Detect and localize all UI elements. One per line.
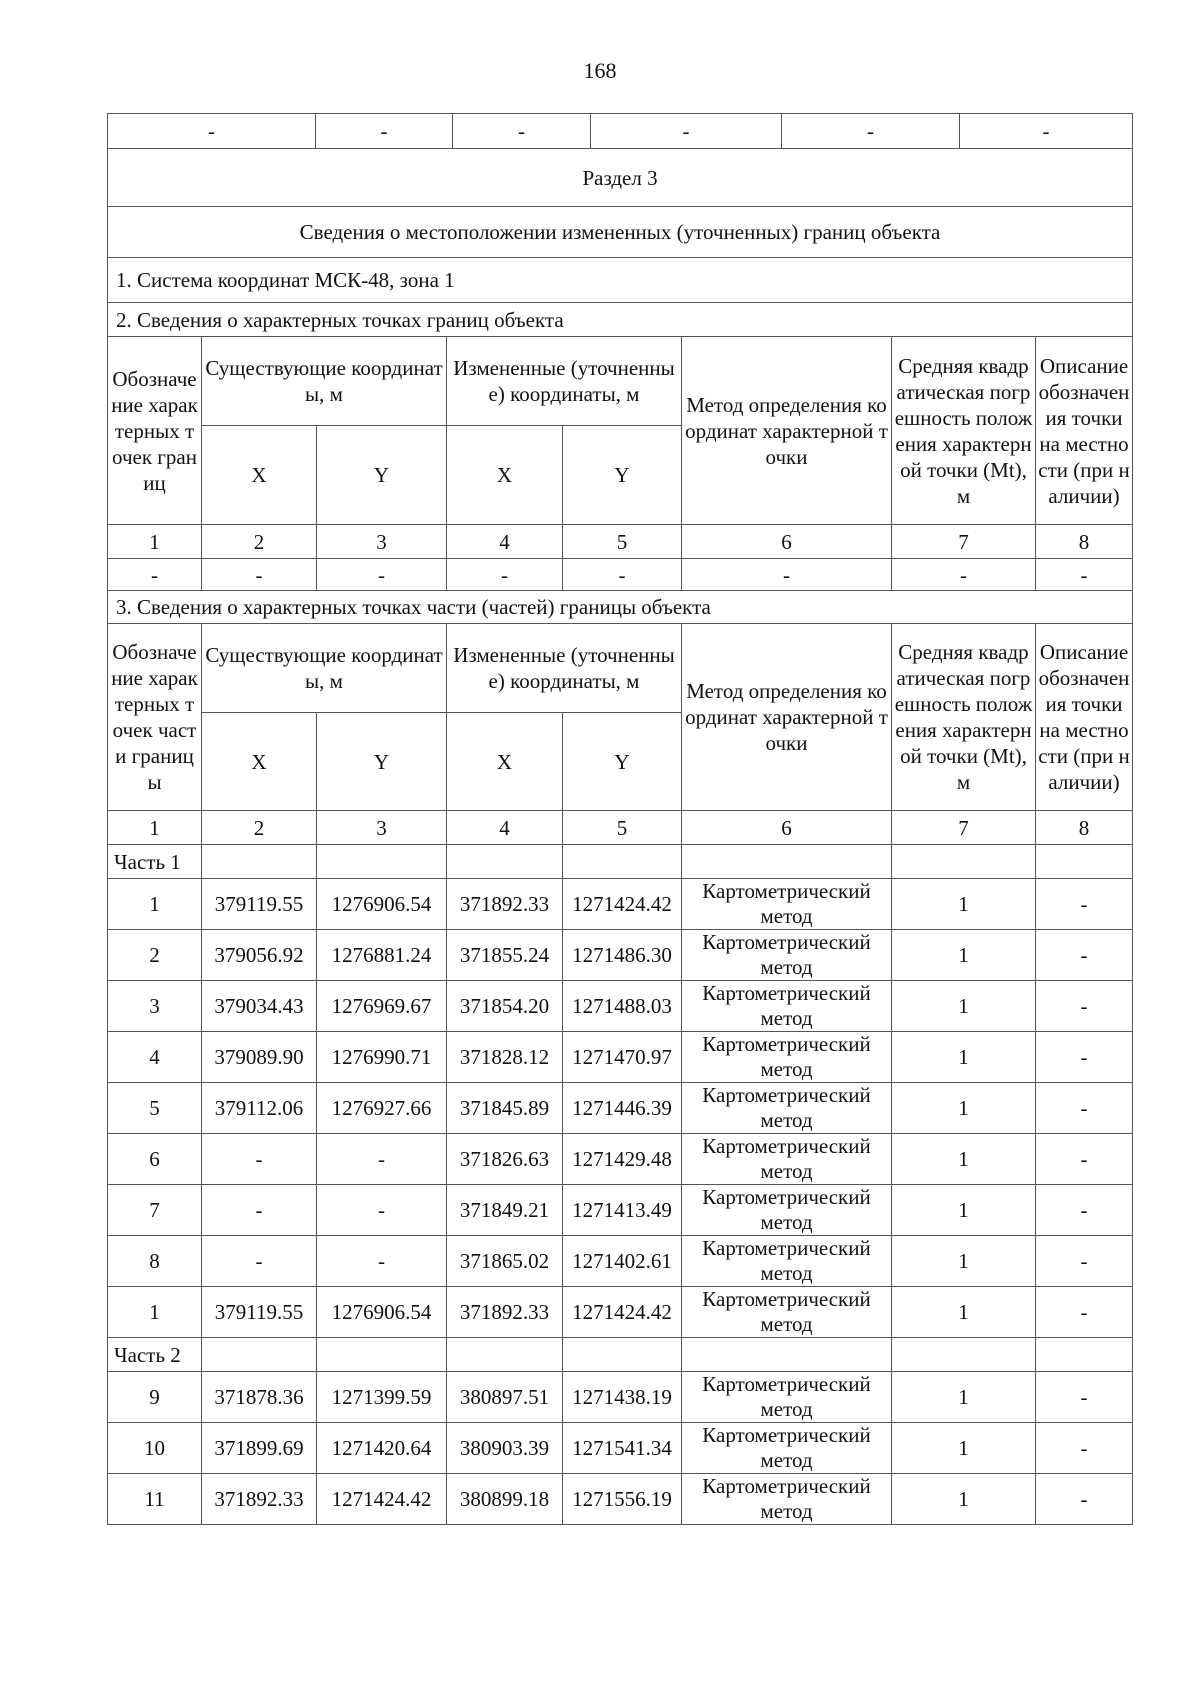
column-number-row (108, 525, 1133, 559)
header-changed-x: X (447, 426, 563, 525)
cell-changed-x: 371865.02 (447, 1236, 563, 1287)
header-changed-coords: Измененные (уточненные) координаты, м (447, 337, 682, 426)
col-number: 8 (1036, 811, 1133, 845)
cell-changed-x: 371828.12 (447, 1032, 563, 1083)
part1-rows (108, 879, 1133, 1338)
section-subtitle: Сведения о местоположении измененных (уточненных) границ объекта (108, 207, 1133, 258)
cell-changed-x: 371892.33 (447, 1287, 563, 1338)
header-changed-coords: Измененные (уточненные) координаты, м (447, 624, 682, 713)
header-existing-y: Y (317, 713, 447, 811)
cell-changed-y: 1271424.42 (563, 879, 682, 930)
cell-existing-y: - (317, 1134, 447, 1185)
dash-cell: - (563, 559, 682, 591)
header-method: Метод определения координат характерной точки (682, 337, 892, 525)
cell-existing-x: - (202, 1134, 317, 1185)
header-description: Описание обозначения точки на местности (при наличии) (1036, 624, 1133, 811)
part2-rows (108, 1372, 1133, 1525)
cell-point-id: 1 (108, 1287, 202, 1338)
top-dash-row (108, 114, 1133, 149)
table-row (108, 1287, 1133, 1338)
table-row (108, 1474, 1133, 1525)
col-number: 2 (202, 525, 317, 559)
cell-point-id: 5 (108, 1083, 202, 1134)
part3-title: 3. Сведения о характерных точках части (частей) границы объекта (108, 591, 1133, 624)
cell-existing-x: - (202, 1236, 317, 1287)
cell-accuracy: 1 (892, 1287, 1036, 1338)
cell-existing-x: 379119.55 (202, 879, 317, 930)
cell-method: Картометрический метод (682, 1032, 892, 1083)
cell-description: - (1036, 1083, 1133, 1134)
cell-existing-x: 371878.36 (202, 1372, 317, 1423)
cell-method: Картометрический метод (682, 930, 892, 981)
cell-changed-y: 1271470.97 (563, 1032, 682, 1083)
dash-cell: - (447, 559, 563, 591)
cell-changed-x: 380899.18 (447, 1474, 563, 1525)
cell-accuracy: 1 (892, 1474, 1036, 1525)
header-changed-y: Y (563, 713, 682, 811)
cell-existing-y: 1276927.66 (317, 1083, 447, 1134)
cell-existing-y: 1276990.71 (317, 1032, 447, 1083)
table-row (108, 1185, 1133, 1236)
part1-label: Часть 1 (108, 845, 202, 879)
cell-description: - (1036, 1134, 1133, 1185)
cell-existing-x: 379034.43 (202, 981, 317, 1032)
cell-method: Картометрический метод (682, 1423, 892, 1474)
header-existing-x: X (202, 426, 317, 525)
cell-point-id: 7 (108, 1185, 202, 1236)
part2-title: 2. Сведения о характерных точках границ объекта (108, 303, 1133, 337)
cell-point-id: 1 (108, 879, 202, 930)
col-number: 3 (317, 525, 447, 559)
coord-system-line: 1. Система координат МСК-48, зона 1 (108, 258, 1133, 303)
header-description: Описание обозначения точки на местности (при наличии) (1036, 337, 1133, 525)
cell-changed-x: 371849.21 (447, 1185, 563, 1236)
col-number: 2 (202, 811, 317, 845)
cell-changed-y: 1271438.19 (563, 1372, 682, 1423)
cell-existing-y: 1271424.42 (317, 1474, 447, 1525)
cell-description: - (1036, 1185, 1133, 1236)
col-number: 3 (317, 811, 447, 845)
cell-existing-x: 379089.90 (202, 1032, 317, 1083)
cell-description: - (1036, 1236, 1133, 1287)
cell-point-id: 10 (108, 1423, 202, 1474)
cell-description: - (1036, 1372, 1133, 1423)
cell-accuracy: 1 (892, 1185, 1036, 1236)
cell-method: Картометрический метод (682, 1474, 892, 1525)
cell-accuracy: 1 (892, 981, 1036, 1032)
cell-changed-x: 371826.63 (447, 1134, 563, 1185)
col-number: 4 (447, 811, 563, 845)
cell-existing-y: 1271399.59 (317, 1372, 447, 1423)
header-existing-x: X (202, 713, 317, 811)
cell-point-id: 8 (108, 1236, 202, 1287)
cell-existing-y: - (317, 1236, 447, 1287)
cell-changed-y: 1271486.30 (563, 930, 682, 981)
col-number: 6 (682, 525, 892, 559)
top-dash-cell: - (591, 114, 782, 149)
header-point-designation: Обозначение характерных точек границ (108, 337, 202, 525)
header-existing-y: Y (317, 426, 447, 525)
cell-changed-y: 1271424.42 (563, 1287, 682, 1338)
empty-dash-row (108, 559, 1133, 591)
cell-accuracy: 1 (892, 930, 1036, 981)
cell-method: Картометрический метод (682, 1083, 892, 1134)
document-table-wrapper (107, 113, 1132, 1525)
top-dash-cell: - (316, 114, 453, 149)
cell-existing-y: 1276881.24 (317, 930, 447, 981)
cell-description: - (1036, 879, 1133, 930)
cell-point-id: 9 (108, 1372, 202, 1423)
cell-existing-x: 371892.33 (202, 1474, 317, 1525)
top-dash-cell: - (782, 114, 960, 149)
table-row (108, 981, 1133, 1032)
header-changed-y: Y (563, 426, 682, 525)
dash-cell: - (108, 559, 202, 591)
part-label-row (108, 1338, 1133, 1372)
top-dash-table (107, 113, 1133, 149)
cell-method: Картометрический метод (682, 981, 892, 1032)
cell-method: Картометрический метод (682, 1372, 892, 1423)
col-number: 1 (108, 525, 202, 559)
table-row (108, 1032, 1133, 1083)
cell-method: Картометрический метод (682, 879, 892, 930)
cell-method: Картометрический метод (682, 1134, 892, 1185)
main-table (107, 148, 1133, 1525)
cell-method: Картометрический метод (682, 1287, 892, 1338)
cell-point-id: 4 (108, 1032, 202, 1083)
cell-accuracy: 1 (892, 1423, 1036, 1474)
cell-description: - (1036, 1287, 1133, 1338)
header-method: Метод определения координат характерной точки (682, 624, 892, 811)
col-number: 7 (892, 525, 1036, 559)
cell-description: - (1036, 1474, 1133, 1525)
table-row (108, 1083, 1133, 1134)
page-number: 168 (583, 58, 617, 83)
cell-existing-y: 1276969.67 (317, 981, 447, 1032)
header-accuracy: Средняя квадратическая погрешность положения характерной точки (Mt), м (892, 624, 1036, 811)
cell-method: Картометрический метод (682, 1236, 892, 1287)
table-row (108, 1372, 1133, 1423)
cell-accuracy: 1 (892, 1134, 1036, 1185)
cell-changed-x: 380903.39 (447, 1423, 563, 1474)
cell-changed-y: 1271488.03 (563, 981, 682, 1032)
cell-existing-x: 379112.06 (202, 1083, 317, 1134)
top-dash-cell: - (453, 114, 591, 149)
cell-point-id: 6 (108, 1134, 202, 1185)
cell-point-id: 11 (108, 1474, 202, 1525)
cell-existing-y: 1271420.64 (317, 1423, 447, 1474)
col-number: 5 (563, 811, 682, 845)
cell-point-id: 2 (108, 930, 202, 981)
cell-existing-x: 379056.92 (202, 930, 317, 981)
col-number: 1 (108, 811, 202, 845)
cell-changed-x: 371845.89 (447, 1083, 563, 1134)
section-title: Раздел 3 (108, 149, 1133, 207)
cell-changed-x: 371855.24 (447, 930, 563, 981)
dash-cell: - (892, 559, 1036, 591)
cell-description: - (1036, 1423, 1133, 1474)
header-existing-coords: Существующие координаты, м (202, 337, 447, 426)
part-label-row (108, 845, 1133, 879)
dash-cell: - (682, 559, 892, 591)
col-number: 5 (563, 525, 682, 559)
cell-existing-x: 379119.55 (202, 1287, 317, 1338)
cell-changed-x: 371892.33 (447, 879, 563, 930)
column-number-row (108, 811, 1133, 845)
cell-accuracy: 1 (892, 879, 1036, 930)
cell-existing-y: 1276906.54 (317, 879, 447, 930)
table-row (108, 879, 1133, 930)
cell-point-id: 3 (108, 981, 202, 1032)
cell-changed-y: 1271541.34 (563, 1423, 682, 1474)
header-accuracy: Средняя квадратическая погрешность положения характерной точки (Mt), м (892, 337, 1036, 525)
header-changed-x: X (447, 713, 563, 811)
cell-changed-y: 1271556.19 (563, 1474, 682, 1525)
dash-cell: - (1036, 559, 1133, 591)
cell-existing-y: 1276906.54 (317, 1287, 447, 1338)
cell-description: - (1036, 981, 1133, 1032)
cell-changed-y: 1271446.39 (563, 1083, 682, 1134)
top-dash-cell: - (108, 114, 316, 149)
dash-cell: - (317, 559, 447, 591)
cell-changed-x: 380897.51 (447, 1372, 563, 1423)
cell-existing-y: - (317, 1185, 447, 1236)
cell-description: - (1036, 930, 1133, 981)
cell-changed-y: 1271413.49 (563, 1185, 682, 1236)
cell-accuracy: 1 (892, 1083, 1036, 1134)
cell-accuracy: 1 (892, 1372, 1036, 1423)
cell-changed-y: 1271402.61 (563, 1236, 682, 1287)
table-row (108, 1423, 1133, 1474)
table-row (108, 930, 1133, 981)
cell-existing-x: - (202, 1185, 317, 1236)
table-row (108, 1236, 1133, 1287)
dash-cell: - (202, 559, 317, 591)
part2-label: Часть 2 (108, 1338, 202, 1372)
cell-changed-x: 371854.20 (447, 981, 563, 1032)
cell-existing-x: 371899.69 (202, 1423, 317, 1474)
cell-method: Картометрический метод (682, 1185, 892, 1236)
cell-changed-y: 1271429.48 (563, 1134, 682, 1185)
cell-description: - (1036, 1032, 1133, 1083)
col-number: 8 (1036, 525, 1133, 559)
col-number: 4 (447, 525, 563, 559)
cell-accuracy: 1 (892, 1032, 1036, 1083)
cell-accuracy: 1 (892, 1236, 1036, 1287)
col-number: 7 (892, 811, 1036, 845)
top-dash-cell: - (960, 114, 1133, 149)
header-existing-coords: Существующие координаты, м (202, 624, 447, 713)
col-number: 6 (682, 811, 892, 845)
header-point-designation: Обозначение характерных точек части границы (108, 624, 202, 811)
table-row (108, 1134, 1133, 1185)
